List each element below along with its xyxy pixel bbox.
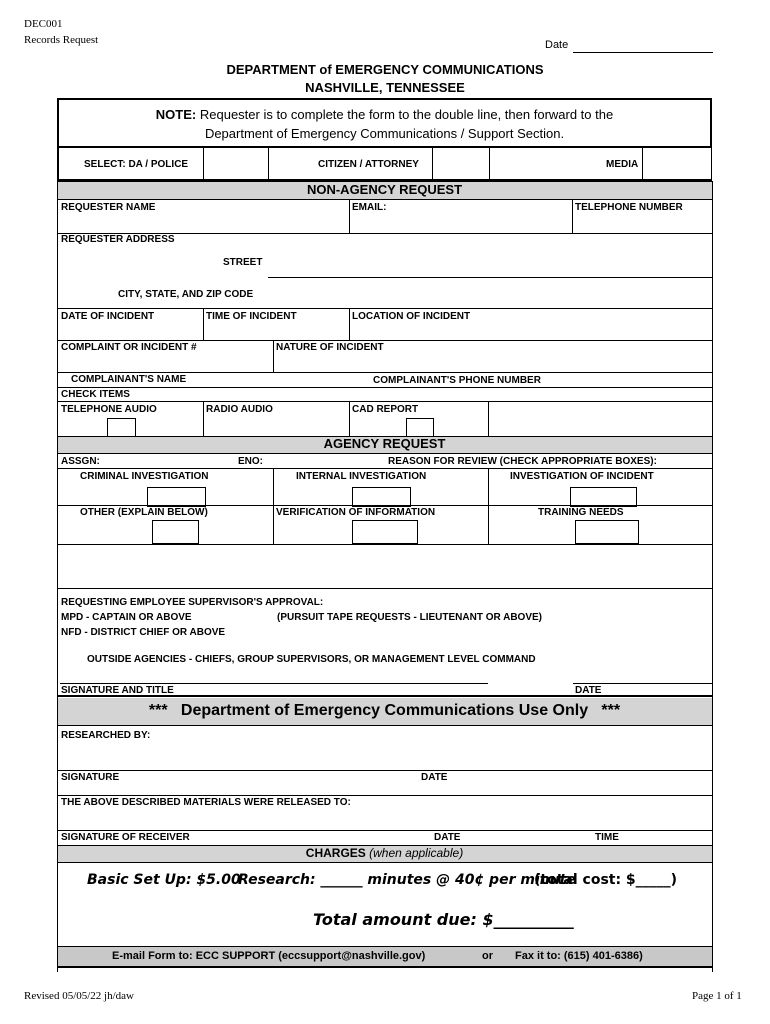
approval-date-field[interactable] xyxy=(573,683,712,684)
select-media-label: MEDIA xyxy=(606,159,639,170)
complainant-name-label: COMPLAINANT'S NAME xyxy=(71,374,187,385)
street-field[interactable] xyxy=(268,277,712,278)
investigation-of-incident-label: INVESTIGATION OF INCIDENT xyxy=(510,471,654,482)
page-number: Page 1 of 1 xyxy=(692,990,742,1002)
total-amount-due-text: Total amount due: $__________ xyxy=(313,910,574,929)
requester-name-field[interactable] xyxy=(58,214,348,232)
date-field[interactable] xyxy=(573,52,713,53)
researched-by-label: RESEARCHED BY: xyxy=(61,730,151,741)
non-agency-title: NON-AGENCY REQUEST xyxy=(306,182,463,197)
verification-checkbox[interactable] xyxy=(352,520,418,544)
eno-label: ENO: xyxy=(238,456,263,467)
investigation-of-incident-checkbox[interactable] xyxy=(570,487,637,507)
dept-location: NASHVILLE, TENNESSEE xyxy=(305,80,465,95)
explanation-area[interactable] xyxy=(58,545,712,588)
cad-report-checkbox[interactable] xyxy=(406,418,434,438)
internal-use-title: *** Department of Emergency Communications Use Only *** xyxy=(148,702,621,719)
nature-of-incident-label: NATURE OF INCIDENT xyxy=(276,342,384,353)
telephone-audio-label: TELEPHONE AUDIO xyxy=(61,404,157,415)
note-line2: Department of Emergency Communications / Support Section. xyxy=(204,126,565,141)
agency-title: AGENCY REQUEST xyxy=(323,436,446,451)
receiver-date-label: DATE xyxy=(434,832,461,843)
charges-title: CHARGES (when applicable) xyxy=(305,846,464,860)
signature-date-label: DATE xyxy=(421,772,448,783)
basic-setup-text: Basic Set Up: $5.00 xyxy=(87,872,241,888)
nfd-label: NFD - DISTRICT CHIEF OR ABOVE xyxy=(61,627,226,638)
training-needs-label: TRAINING NEEDS xyxy=(538,507,624,518)
total-cost-text: (total cost: $_____) xyxy=(534,872,678,888)
approval-date-label: DATE xyxy=(575,685,602,696)
form-name: Records Request xyxy=(24,34,99,46)
fax-text: Fax it to: (615) 401-6386) xyxy=(515,950,643,962)
da-police-checkbox[interactable] xyxy=(203,148,269,179)
criminal-investigation-checkbox[interactable] xyxy=(147,487,206,507)
note-line1: NOTE: Requester is to complete the form to the double line, then forward to the xyxy=(155,107,614,122)
email-field[interactable] xyxy=(350,214,571,232)
requester-address-label: REQUESTER ADDRESS xyxy=(61,234,175,245)
mpd-label: MPD - CAPTAIN OR ABOVE xyxy=(61,612,192,623)
signature-label: SIGNATURE xyxy=(61,772,120,783)
research-rate-text: Research: ______ minutes @ 40¢ per minute xyxy=(238,872,576,888)
complainant-phone-label: COMPLAINANT'S PHONE NUMBER xyxy=(373,375,541,386)
check-items-label: CHECK ITEMS xyxy=(61,389,130,400)
or-text: or xyxy=(482,950,493,962)
internal-investigation-checkbox[interactable] xyxy=(352,487,411,507)
date-of-incident-label: DATE OF INCIDENT xyxy=(61,311,155,322)
telephone-field[interactable] xyxy=(573,214,711,232)
signature-of-receiver-label: SIGNATURE OF RECEIVER xyxy=(61,832,190,843)
supervisor-approval-label: REQUESTING EMPLOYEE SUPERVISOR'S APPROVAL: xyxy=(61,597,324,608)
assgn-label: ASSGN: xyxy=(61,456,100,467)
internal-investigation-label: INTERNAL INVESTIGATION xyxy=(296,471,427,482)
training-needs-checkbox[interactable] xyxy=(575,520,639,544)
email-label: EMAIL: xyxy=(352,202,387,213)
pursuit-label: (PURSUIT TAPE REQUESTS - LIEUTENANT OR ABOVE) xyxy=(277,612,543,623)
date-label: Date xyxy=(545,39,569,51)
location-of-incident-label: LOCATION OF INCIDENT xyxy=(352,311,471,322)
form-code: DEC001 xyxy=(24,18,63,30)
select-da-police-label: SELECT: DA / POLICE xyxy=(84,159,189,170)
other-explain-label: OTHER (EXPLAIN BELOW) xyxy=(80,507,208,518)
verification-label: VERIFICATION OF INFORMATION xyxy=(276,507,436,518)
select-citizen-label: CITIZEN / ATTORNEY xyxy=(318,159,419,170)
other-checkbox[interactable] xyxy=(152,520,199,544)
telephone-audio-checkbox[interactable] xyxy=(107,418,136,438)
receiver-time-label: TIME xyxy=(595,832,619,843)
media-checkbox[interactable] xyxy=(642,148,712,179)
telephone-number-label: TELEPHONE NUMBER xyxy=(575,202,683,213)
signature-title-field[interactable] xyxy=(60,683,488,684)
signature-and-title-label: SIGNATURE AND TITLE xyxy=(61,685,174,696)
complaint-number-label: COMPLAINT OR INCIDENT # xyxy=(61,342,197,353)
radio-audio-label: RADIO AUDIO xyxy=(206,404,273,415)
requester-name-label: REQUESTER NAME xyxy=(61,202,156,213)
revised-text: Revised 05/05/22 jh/daw xyxy=(24,990,134,1002)
cad-report-label: CAD REPORT xyxy=(352,404,419,415)
criminal-investigation-label: CRIMINAL INVESTIGATION xyxy=(80,471,209,482)
city-state-zip-label: CITY, STATE, AND ZIP CODE xyxy=(118,289,254,300)
reason-for-review-label: REASON FOR REVIEW (CHECK APPROPRIATE BOXES): xyxy=(388,456,657,467)
time-of-incident-label: TIME OF INCIDENT xyxy=(206,311,297,322)
email-form-text: E-mail Form to: ECC SUPPORT (eccsupport@nashville.gov) xyxy=(112,950,426,962)
outside-agencies-label: OUTSIDE AGENCIES - CHIEFS, GROUP SUPERVISORS, OR MANAGEMENT LEVEL COMMAND xyxy=(87,654,536,665)
double-line xyxy=(57,695,712,697)
citizen-attorney-checkbox[interactable] xyxy=(432,148,490,179)
released-to-label: THE ABOVE DESCRIBED MATERIALS WERE RELEASED TO: xyxy=(61,797,351,808)
street-label: STREET xyxy=(223,257,263,268)
dept-name: DEPARTMENT of EMERGENCY COMMUNICATIONS xyxy=(226,62,544,77)
